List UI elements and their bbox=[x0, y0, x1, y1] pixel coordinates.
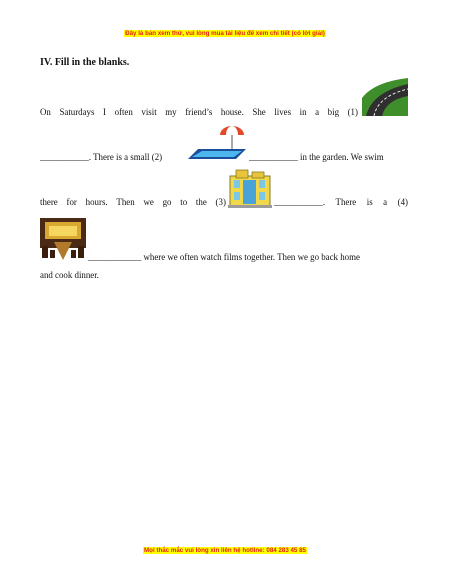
preview-notice-banner bbox=[0, 30, 450, 37]
exercise-title: IV. Fill in the blanks. bbox=[40, 57, 130, 68]
cinema-icon bbox=[40, 216, 86, 262]
text-line-3-right: ___________. There is a (4) bbox=[274, 197, 408, 207]
shopping-mall-icon bbox=[228, 168, 272, 208]
text-line-2: ___________. There is a small (2) ___________ in the garden. We swim bbox=[40, 152, 384, 162]
hotline-text: Mọi thắc mắc vui lòng xin liên hệ hotline: 084 283 45 85 bbox=[144, 547, 306, 554]
text-line-5: and cook dinner. bbox=[40, 270, 99, 280]
road-icon bbox=[362, 76, 408, 116]
preview-notice-text: Đây là bản xem thử, vui lòng mua tài liệu để xem chi tiết (có lời giải) bbox=[125, 30, 325, 37]
hotline-banner bbox=[0, 547, 450, 554]
text-line-1: On Saturdays I often visit my friend’s house. She lives in a big (1) bbox=[40, 107, 358, 117]
text-line-3-left: there for hours. Then we go to the (3) bbox=[40, 197, 226, 207]
